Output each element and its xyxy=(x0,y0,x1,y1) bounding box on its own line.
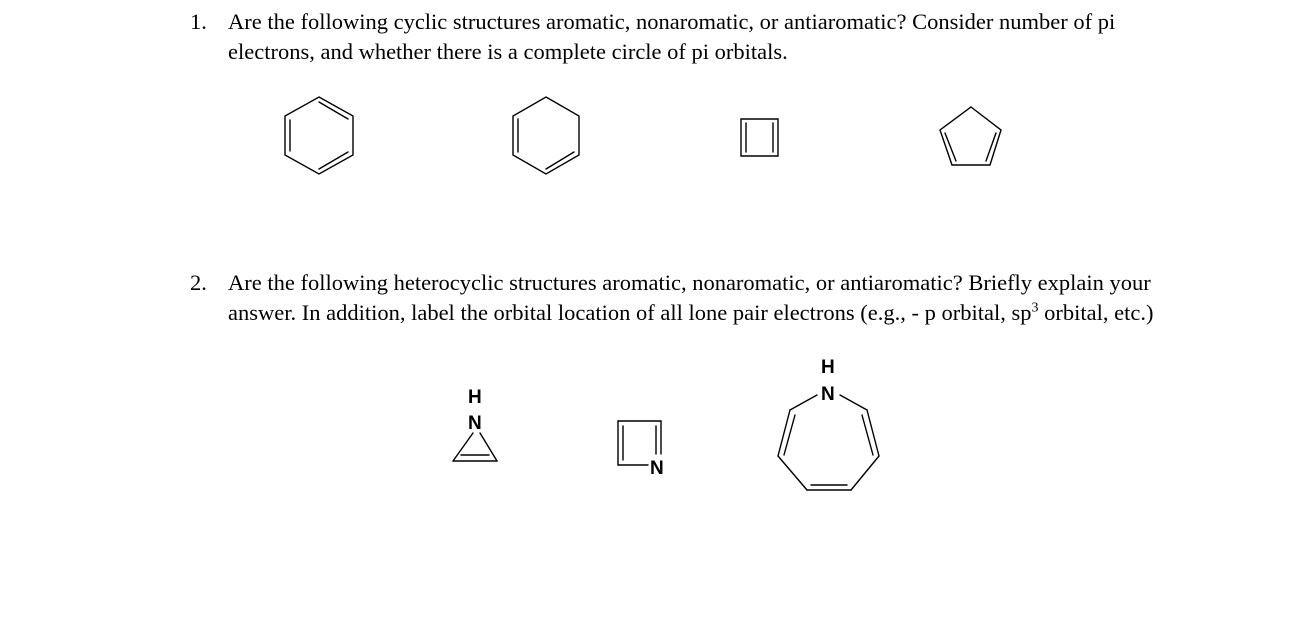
question-number: 1. xyxy=(190,9,207,34)
h-atom-label: H xyxy=(821,357,835,378)
n-atom-label: N xyxy=(468,413,482,434)
question-text-part: Are the following heterocyclic structures aromatic, nonaromatic, or antiaromatic? Briefly explain your answer. In addition, label the orbital location of all lone pair electrons (e.g., - p orbital, sp xyxy=(228,270,1151,325)
question-number: 2. xyxy=(190,270,207,295)
cyclopentadiene-structure xyxy=(940,107,1001,165)
benzene-structure xyxy=(285,97,353,174)
n-atom-label: N xyxy=(821,384,835,405)
h-atom-label: H xyxy=(468,387,482,408)
n-atom-label: N xyxy=(650,458,664,479)
azirine-structure xyxy=(453,387,497,461)
question-text-part: orbital, etc.) xyxy=(1038,299,1154,325)
superscript: 3 xyxy=(1031,300,1039,315)
azete-structure xyxy=(618,421,664,479)
cyclobutadiene-structure xyxy=(741,119,778,156)
question-text: Are the following cyclic structures aromatic, nonaromatic, or antiaromatic? Consider number of pi electrons, and whether there is a complete circle of pi orbitals. xyxy=(228,9,1116,64)
azepine-structure xyxy=(778,357,879,490)
cyclohexadiene-structure xyxy=(513,97,579,174)
